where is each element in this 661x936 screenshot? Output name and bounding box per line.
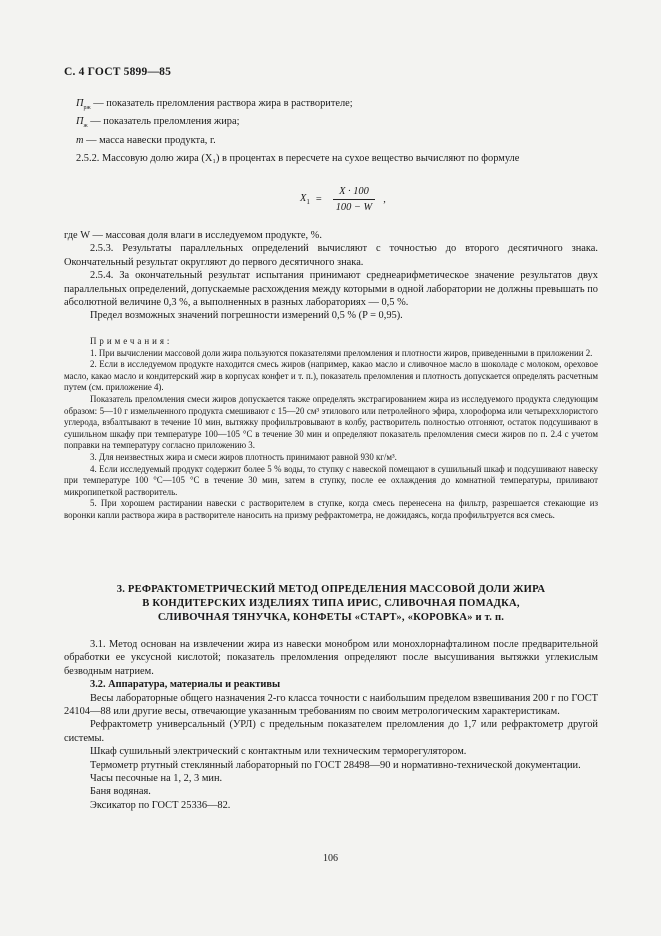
formula-numerator: X · 100 [333,186,375,200]
definition-line: m — масса навески продукта, г. [76,134,216,146]
main-text-b [64,638,598,812]
equipment-item: Шкаф сушильный электрический с контактным или техническим терморегулятором. [90,746,467,758]
page-header: С. 4 ГОСТ 5899—85 [64,66,172,78]
equipment-item: Часы песочные на 1, 2, 3 мин. [90,773,223,785]
note-item: 5. При хорошем растирании навески с растворителем в ступке, когда смесь перенесена на фильтр, разрешается стекающие из воронки капли раствора жира в растворителе наносить на призму рефрактометра, не дожидаясь, когда профильтруется вся смесь. [64,498,598,520]
paragraph-3-1: 3.1. Метод основан на извлечении жира из навески монобром или монохлорнафталином после предварительной обработки ее уксусной кислотой; показатель преломления определяют после высушивания вытяжки углекислым безводным натрием. [64,639,598,677]
note-item: 1. При вычислении массовой доли жира пользуются показателями преломления и плотности жиров, приведенными в приложении 2. [90,347,593,358]
definition-line: $П_ж$ — показатель преломления жира; [76,116,240,130]
equipment-item: Весы лабораторные общего назначения 2-го класса точности с наибольшим пределом взвешивания 200 г по ГОСТ 24104—88 или другие весы, отвечающие указанным требованиям по своим метрологическим характеристикам. [64,692,598,718]
where-w: где W — массовая доля влаги в исследуемом продукте, %. [64,230,322,241]
formula-lhs: $X_1$ [300,192,310,207]
paragraph-2-5-4: 2.5.4. За окончательный результат испытания принимают среднеарифметическое значение результатов двух параллельных определений, допускаемые расхождения между которыми в одной лаборатории не должны превышать по абсолютной величине 0,3 %, а выполненных в разных лабораториях — 0,5 %. [64,270,598,309]
page-number: 106 [323,853,338,864]
paragraph-limit: Предел возможных значений погрешности измерений 0,5 % (P = 0,95). [90,310,403,322]
formula: $X_1$ = $\frac{X \cdot 100}{100 - W}$ , [300,186,386,213]
notes-title: Примечания: [90,336,173,346]
paragraph-2-5-2: 2.5.2. Массовую долю жира (X₁) в процентах в пересчете на сухое вещество вычисляют по формуле [76,153,520,165]
formula-fraction [330,186,378,213]
equipment-item: Баня водяная. [90,786,151,798]
definition-line: $П_{рж}$ — показатель преломления раствора жира в растворителе; [76,98,353,112]
symbol-definitions [64,97,598,166]
paragraph-3-2: 3.2. Аппаратура, материалы и реактивы [90,679,281,691]
equipment-item: Термометр ртутный стеклянный лабораторный по ГОСТ 28498—90 и нормативно-технической документации. [90,759,581,771]
notes-block [64,336,598,522]
formula-denominator: 100 − W [335,202,373,213]
note-item: 4. Если исследуемый продукт содержит более 5 % воды, то ступку с навеской помещают в сушильный шкаф и подсушивают навеску при температуре 100 °С—105 °С в течение 30 мин, затем в ступку, после ее охлаждения до комнатной температуры, приливают микропипеткой растворитель. [64,463,598,497]
note-item: 3. Для неизвестных жира и смеси жиров плотность принимают равной 930 кг/м³. [90,451,397,462]
note-item: Показатель преломления смеси жиров допускается также определять экстрагированием жира из исследуемого продукта следующим образом: 5—10 г измельченного продукта смешивают с 15—20 см³ этилового или петролейного эфира, хлороформа или четыреххлористого углерода, взбалтывают в течение 10 мин, вытяжку профильтровывают в колбу, растворитель полностью отгоняют, остаток подсушивают в сушильном шкафу при температуре 100—105 °С в течение 30 мин и определяют показатель преломления смеси жиров по п. 2.4 с учетом поправки на температуру согласно приложению 3. [64,393,598,451]
paragraph-2-5-3: 2.5.3. Результаты параллельных определений вычисляют с точностью до второго десятичного знака. Окончательный результат округляют до первого десятичного знака. [64,243,598,268]
equipment-item: Рефрактометр универсальный (УРЛ) с предельным показателем преломления до 1,7 или рефрактометр другой системы. [64,719,598,744]
note-item: 2. Если в исследуемом продукте находится смесь жиров (например, какао масло и сливочное масло в шоколаде с молоком, ореховое масло, какао масло и кондитерский жир в корпусах конфет и т. п.), показатель преломления и плотность допускается определять расчетным путем (см. приложение 4). [64,359,598,393]
main-text-a [64,229,598,323]
equipment-item: Эксикатор по ГОСТ 25336—82. [90,799,231,811]
section-title: 3. РЕФРАКТОМЕТРИЧЕСКИЙ МЕТОД ОПРЕДЕЛЕНИЯ МАССОВОЙ ДОЛИ ЖИРА В КОНДИТЕРСКИХ ИЗДЕЛИЯХ ТИПА ИРИС, СЛИВОЧНАЯ ПОМАДКА, СЛИВОЧНАЯ ТЯНУЧКА, КОНФЕТЫ «СТАРТ», «КОРОВКА» и т. п. [116,584,546,623]
